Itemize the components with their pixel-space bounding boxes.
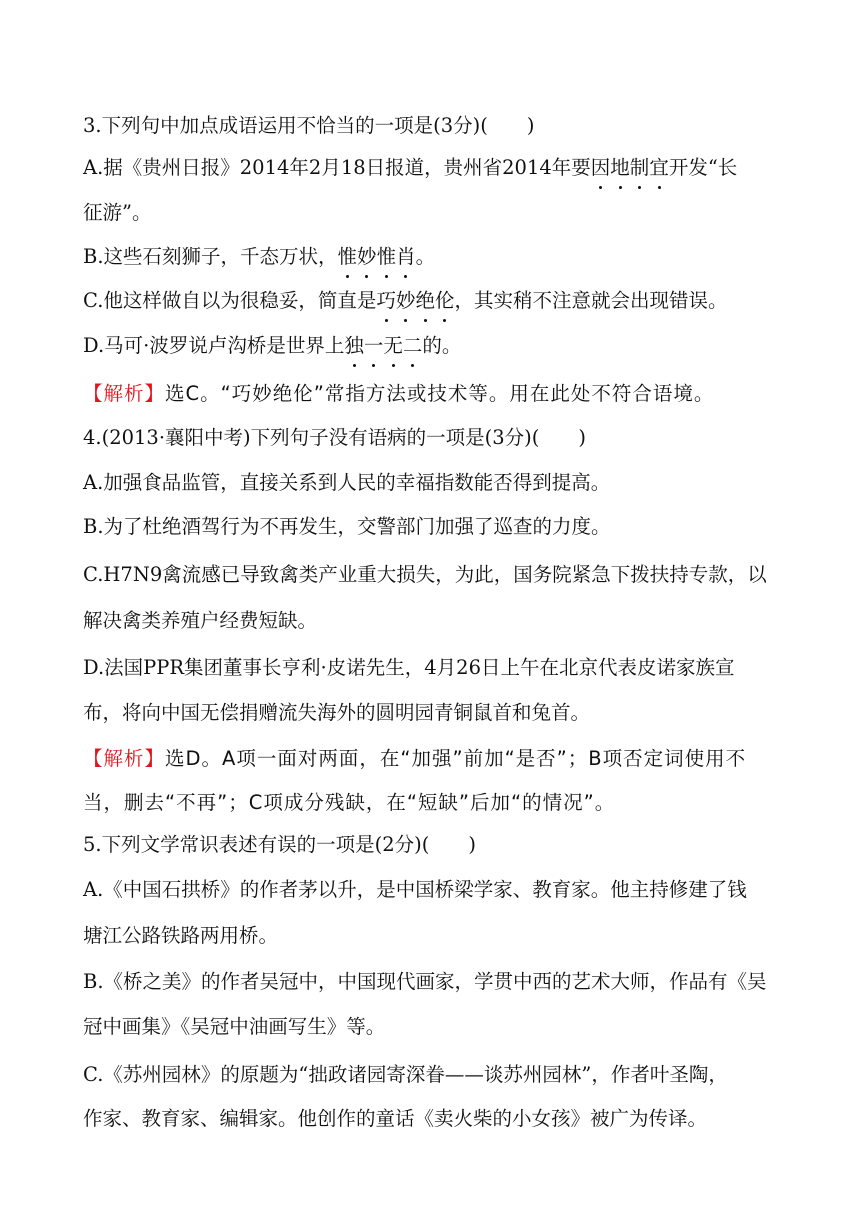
emphasis-dot-char: 因 bbox=[591, 154, 611, 182]
question-5-option-c: C.《苏州园林》的原题为“拙政诸园寄深眷——谈苏州园林”，作者叶圣陶， bbox=[83, 1063, 728, 1086]
emphasis-dot-char: 独 bbox=[344, 332, 364, 360]
question-5-option-b: B.《桥之美》的作者吴冠中，中国现代画家，学贯中西的艺术大师，作品有《吴 bbox=[83, 970, 767, 993]
question-5-stem: 5.下列文学常识表述有误的一项是(2分)( ) bbox=[83, 833, 476, 856]
emphasis-dot-char: 惟 bbox=[377, 243, 397, 271]
emphasis-dot-char: 惟 bbox=[338, 243, 358, 271]
emphasis-dot-char: 地 bbox=[610, 154, 630, 182]
question-3-option-a-cont: 征游”。 bbox=[83, 201, 152, 224]
analysis-tag: 【解析】 bbox=[83, 382, 166, 405]
question-4-analysis-cont: 当，删去“不再”；C项成分残缺，在“短缺”后加“的情况”。 bbox=[83, 791, 616, 814]
question-5-option-b-cont: 冠中画集》《吴冠中油画写生》等。 bbox=[83, 1015, 386, 1038]
emphasis-dot-char: 巧 bbox=[376, 287, 396, 315]
emphasis-dot-char: 绝 bbox=[415, 287, 435, 315]
question-5-option-a: A.《中国石拱桥》的作者茅以升，是中国桥梁学家、教育家。他主持修建了钱 bbox=[83, 878, 747, 901]
question-3-option-d: D.马可·波罗说卢沟桥是世界上独一无二的。 bbox=[83, 332, 800, 360]
question-3-option-c: C.他这样做自以为很稳妥，简直是巧妙绝伦，其实稍不注意就会出现错误。 bbox=[83, 287, 800, 315]
question-3-option-a: A.据《贵州日报》2014年2月18日报道，贵州省2014年要因地制宜开发“长 bbox=[83, 154, 800, 182]
question-4-option-d: D.法国PPR集团董事长亨利·皮诺先生，4月26日上午在北京代表皮诺家族宣 bbox=[83, 656, 735, 679]
emphasis-dot-char: 肖 bbox=[396, 243, 416, 271]
question-4-option-b: B.为了杜绝酒驾行为不再发生，交警部门加强了巡查的力度。 bbox=[83, 515, 611, 538]
question-5-option-c-cont: 作家、教育家、编辑家。他创作的童话《卖火柴的小女孩》被广为传译。 bbox=[83, 1107, 708, 1130]
question-3-analysis: 【解析】选C。“巧妙绝伦”常指方法或技术等。用在此处不符合语境。 bbox=[83, 382, 715, 405]
question-3-stem: 3.下列句中加点成语运用不恰当的一项是(3分)( ) bbox=[83, 114, 535, 137]
question-4-stem: 4.(2013·襄阳中考)下列句子没有语病的一项是(3分)( ) bbox=[83, 426, 586, 449]
analysis-tag: 【解析】 bbox=[83, 747, 166, 770]
question-4-option-a: A.加强食品监管，直接关系到人民的幸福指数能否得到提高。 bbox=[83, 471, 611, 494]
question-4-option-d-cont: 布，将向中国无偿捐赠流失海外的圆明园青铜鼠首和兔首。 bbox=[83, 701, 591, 724]
question-3-option-b: B.这些石刻狮子，千态万状，惟妙惟肖。 bbox=[83, 243, 800, 271]
emphasis-dot-char: 一 bbox=[364, 332, 384, 360]
emphasis-dot-char: 伦 bbox=[435, 287, 455, 315]
emphasis-dot-char: 制 bbox=[630, 154, 650, 182]
question-4-option-c-cont: 解决禽类养殖户经费短缺。 bbox=[83, 609, 318, 632]
question-4-analysis: 【解析】选D。A项一面对两面，在“加强”前加“是否”；B项否定词使用不 bbox=[83, 747, 747, 770]
emphasis-dot-char: 二 bbox=[403, 332, 423, 360]
question-4-option-c: C.H7N9禽流感已导致禽类产业重大损失，为此，国务院紧急下拨扶持专款，以 bbox=[83, 563, 767, 586]
emphasis-dot-char: 无 bbox=[383, 332, 403, 360]
emphasis-dot-char: 妙 bbox=[357, 243, 377, 271]
question-5-option-a-cont: 塘江公路铁路两用桥。 bbox=[83, 924, 279, 947]
emphasis-dot-char: 妙 bbox=[396, 287, 416, 315]
emphasis-dot-char: 宜 bbox=[649, 154, 669, 182]
